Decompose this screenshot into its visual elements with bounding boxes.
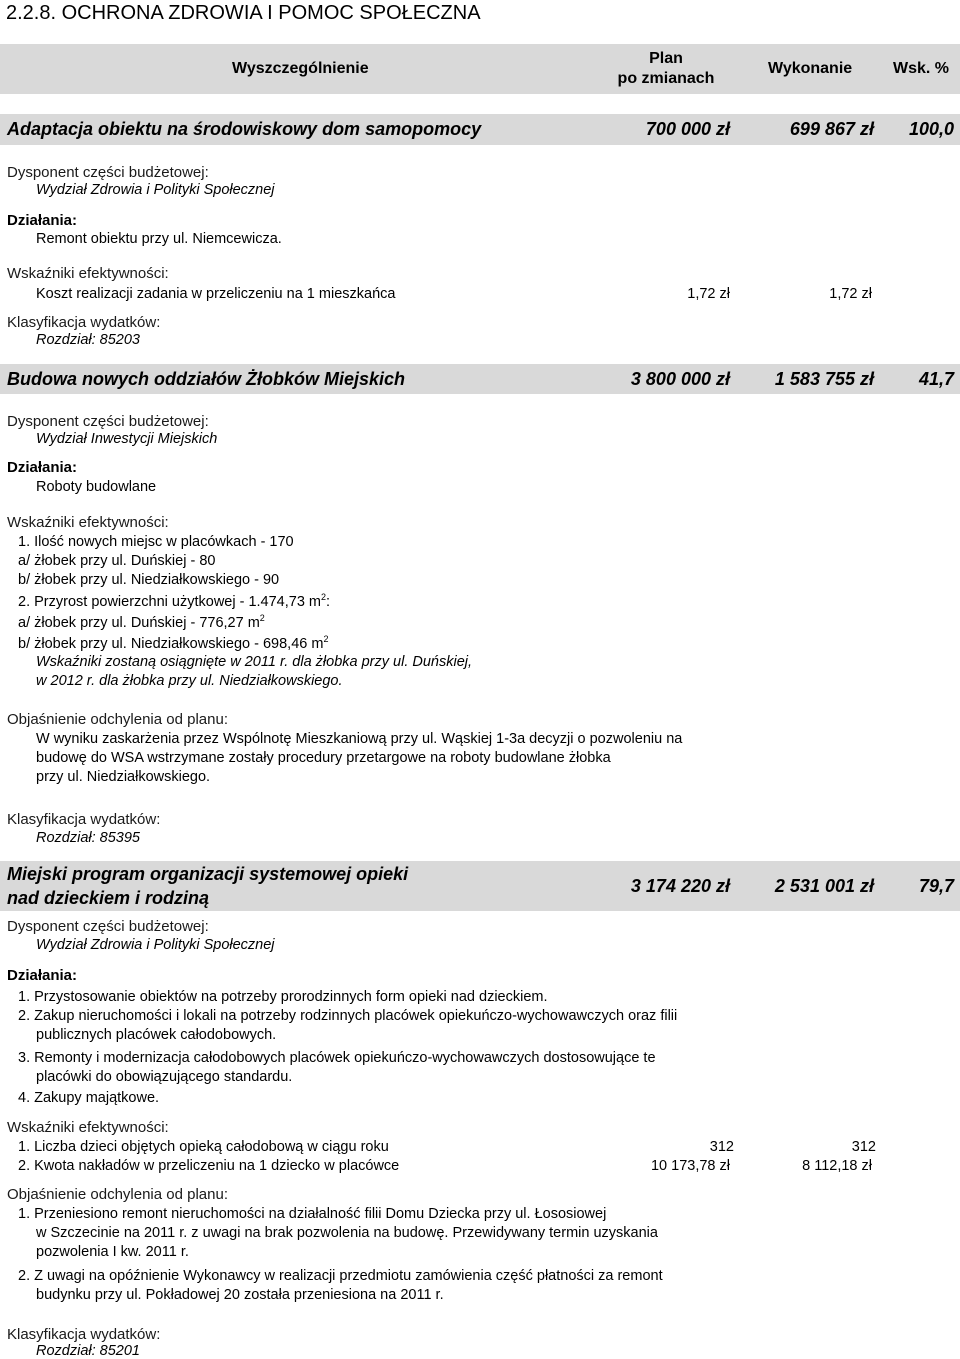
indicator-plan: 312 <box>709 1139 734 1155</box>
task-1-index: 100,0 <box>908 119 954 139</box>
deviation-text: W wyniku zaskarżenia przez Wspólnotę Mieszkaniową przy ul. Wąskiej 1-3a decyzji o pozwoleniu na <box>36 731 683 747</box>
indicator-text: Koszt realizacji zadania w przeliczeniu na 1 mieszkańca <box>36 286 396 302</box>
indicator-line: 2. Przyrost powierzchni użytkowej - 1.474,73 $m^2$: <box>18 592 331 610</box>
page-title: 2.2.8. OCHRONA ZDROWIA I POMOC SPOŁECZNA <box>6 2 481 24</box>
classification-value: Rozdział: 85395 <box>36 830 140 846</box>
classification-label: Klasyfikacja wydatków: <box>7 1326 161 1343</box>
actions-line: 3. Remonty i modernizacja całodobowych placówek opiekuńczo-wychowawczych dostosowujące te <box>18 1050 656 1066</box>
indicator-line: 2. Kwota nakładów w przeliczeniu na 1 dziecko w placówce <box>18 1158 400 1174</box>
task-1-plan: 700 000 zł <box>645 119 730 139</box>
dysponent-value: Wydział Zdrowia i Polityki Społecznej <box>36 937 275 953</box>
task-1-name: Adaptacja obiektu na środowiskowy dom samopomocy <box>7 119 482 139</box>
actions-text: Remont obiektu przy ul. Niemcewicza. <box>36 231 282 247</box>
dysponent-label: Dysponent części budżetowej: <box>7 918 209 935</box>
classification-value: Rozdział: 85203 <box>36 332 140 348</box>
dysponent-label: Dysponent części budżetowej: <box>7 164 209 181</box>
header-execution: Wykonanie <box>768 60 853 77</box>
actions-label: Działania: <box>7 212 78 229</box>
indicator-line: a/ żłobek przy ul. Duńskiej - 80 <box>18 553 216 569</box>
indicator-line: 1. Liczba dzieci objętych opieką całodobową w ciągu roku <box>18 1139 389 1155</box>
indicators-label: Wskaźniki efektywności: <box>7 1119 169 1136</box>
task-2-execution: 1 583 755 zł <box>774 369 874 389</box>
indicator-line: a/ żłobek przy ul. Duńskiej - 776,27 $m^2$ <box>18 613 265 631</box>
deviation-text: przy ul. Niedziałkowskiego. <box>36 769 211 785</box>
indicators-label: Wskaźniki efektywności: <box>7 514 169 531</box>
header-description: Wyszczególnienie <box>232 60 369 77</box>
indicator-note: w 2012 r. dla żłobka przy ul. Niedziałkowskiego. <box>36 673 343 689</box>
task-3-index: 79,7 <box>918 876 954 896</box>
actions-label: Działania: <box>7 967 78 984</box>
header-plan-line2: po zmianach <box>617 70 715 87</box>
indicator-plan: 1,72 zł <box>687 286 730 302</box>
task-2-index: 41,7 <box>918 369 954 389</box>
task-2-name: Budowa nowych oddziałów Żłobków Miejskich <box>7 369 406 389</box>
header-plan-line1: Plan <box>649 50 683 67</box>
indicator-execution: 8 112,18 zł <box>802 1158 872 1174</box>
actions-text: Roboty budowlane <box>36 479 157 495</box>
actions-line: 1. Przystosowanie obiektów na potrzeby prorodzinnych form opieki nad dzieckiem. <box>18 989 548 1005</box>
dysponent-label: Dysponent części budżetowej: <box>7 413 209 430</box>
task-3-execution: 2 531 001 zł <box>774 876 874 896</box>
task-2-plan: 3 800 000 zł <box>630 369 730 389</box>
indicator-plan: 10 173,78 zł <box>650 1158 730 1174</box>
deviation-label: Objaśnienie odchylenia od planu: <box>7 711 228 728</box>
classification-label: Klasyfikacja wydatków: <box>7 811 161 828</box>
classification-value: Rozdział: 85201 <box>36 1343 140 1359</box>
dysponent-value: Wydział Zdrowia i Polityki Społecznej <box>36 182 275 198</box>
actions-line: 4. Zakupy majątkowe. <box>18 1090 160 1106</box>
actions-line: 2. Zakup nieruchomości i lokali na potrzeby rodzinnych placówek opiekuńczo-wychowawczych oraz filii <box>18 1008 678 1024</box>
actions-label: Działania: <box>7 459 78 476</box>
indicator-execution: 1,72 zł <box>829 286 872 302</box>
deviation-text: 1. Przeniesiono remont nieruchomości na działalność filii Domu Dziecka przy ul. Łososiowej <box>18 1206 607 1222</box>
header-index: Wsk. % <box>893 60 950 77</box>
task-3-name-line2: nad dzieckiem i rodziną <box>7 888 210 908</box>
indicators-label: Wskaźniki efektywności: <box>7 265 169 282</box>
deviation-text: 2. Z uwagi na opóźnienie Wykonawcy w realizacji przedmiotu zamówienia część płatności za remont <box>18 1268 663 1284</box>
deviation-label: Objaśnienie odchylenia od planu: <box>7 1186 228 1203</box>
indicator-execution: 312 <box>851 1139 876 1155</box>
indicator-line: 1. Ilość nowych miejsc w placówkach - 170 <box>18 534 294 550</box>
task-1-execution: 699 867 zł <box>789 119 874 139</box>
deviation-text: pozwolenia I kw. 2011 r. <box>36 1244 189 1260</box>
table-header <box>0 44 960 94</box>
deviation-text: budynku przy ul. Pokładowej 20 została przeniesiona na 2011 r. <box>36 1287 444 1303</box>
actions-line: placówki do obowiązującego standardu. <box>36 1069 293 1085</box>
indicator-line: b/ żłobek przy ul. Niedziałkowskiego - 698,46 $m^2$ <box>18 634 329 652</box>
classification-label: Klasyfikacja wydatków: <box>7 314 161 331</box>
dysponent-value: Wydział Inwestycji Miejskich <box>36 431 218 447</box>
task-3-plan: 3 174 220 zł <box>630 876 730 896</box>
indicator-line: b/ żłobek przy ul. Niedziałkowskiego - 90 <box>18 572 280 588</box>
indicator-note: Wskaźniki zostaną osiągnięte w 2011 r. dla żłobka przy ul. Duńskiej, <box>36 654 473 670</box>
deviation-text: budowę do WSA wstrzymane zostały procedury przetargowe na roboty budowlane żłobka <box>36 750 611 766</box>
actions-line: publicznych placówek całodobowych. <box>36 1027 277 1043</box>
deviation-text: w Szczecinie na 2011 r. z uwagi na brak pozwolenia na budowę. Przewidywany termin uzyskania <box>36 1225 658 1241</box>
task-3-name-line1: Miejski program organizacji systemowej opieki <box>7 864 409 884</box>
